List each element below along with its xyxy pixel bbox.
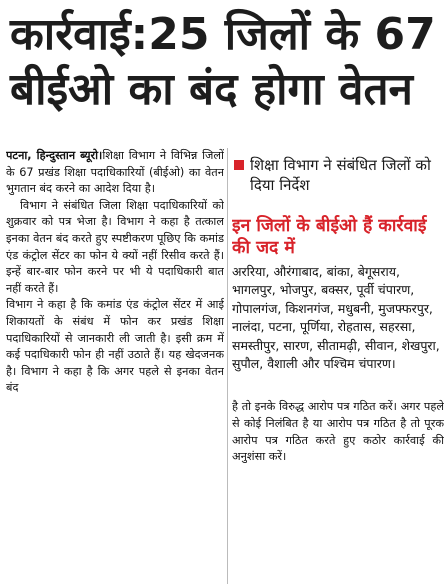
subhead-text: शिक्षा विभाग ने संबंधित जिलों को दिया निर्देश: [250, 156, 431, 194]
headline: [0, 0, 448, 118]
square-bullet-icon: [234, 160, 244, 170]
paragraph-1-text: शिक्षा विभाग ने विभिन्न जिलों के 67 प्रखंड शिक्षा पदाधिकारियों (बीईओ) का वेतन भुगतान बंद करने का आदेश दिया है।: [6, 149, 224, 196]
article-paragraph-1: [6, 148, 224, 198]
article-right-column: [232, 155, 444, 585]
headline-line-2: बीईओ का बंद होगा वेतन: [10, 64, 413, 115]
column-divider: [227, 148, 228, 584]
headline-line-1: कार्रवाई:25 जिलों के 67: [10, 9, 436, 60]
byline: पटना, हिन्दुस्तान ब्यूरो।: [6, 149, 103, 162]
districts-title: इन जिलों के बीईओ हैं कार्रवाई की जद में: [232, 216, 427, 258]
districts-list: अररिया, औरंगाबाद, बांका, बेगूसराय, भागलपुर, भोजपुर, बक्सर, पूर्वी चंपारण, गोपालगंज, किशनगंज, मधुबनी, मुजफ्फरपुर, नालंदा, पटना, पूर्णिया, रोहतास, सहरसा, समस्तीपुर, सारण, सीतामढ़ी, सीवान, शेखपुरा, सुपौल, वैशाली और पश्चिम चंपारण।: [232, 264, 440, 372]
article-left-column: [6, 148, 224, 584]
article-continuation: है तो इनके विरुद्ध आरोप पत्र गठित करें। अगर पहले से कोई निलंबित है या आरोप पत्र गठित है तो पूरक आरोप पत्र गठित करते हुए कठोर कार्रवाई की अनुशंसा करें।: [232, 400, 444, 464]
article-paragraph-3: विभाग ने कहा है कि कमांड एंड कंट्रोल सेंटर में आई शिकायतों के संबंध में फोन कर प्रखंड शिक्षा पदाधिकारियों से जानकारी ली जाती है। इसी क्रम में कई पदाधिकारी फोन ही नहीं उठाते हैं। यह खेदजनक है। विभाग ने कहा है कि अगर पहले से इनका वेतन बंद: [6, 298, 224, 395]
subhead: [232, 155, 444, 195]
article-paragraph-2: विभाग ने संबंधित जिला शिक्षा पदाधिकारियों को शुक्रवार को पत्र भेजा है। विभाग ने कहा है तत्काल इनका वेतन बंद करते हुए स्पष्टीकरण पूछिए कि कमांड एंड कंट्रोल सेंटर का फोन ये क्यों नहीं रिसीव करते हैं। इन्हें बार-बार फोन करने पर भी ये पदाधिकारी बात नहीं करते हैं।: [6, 198, 224, 295]
